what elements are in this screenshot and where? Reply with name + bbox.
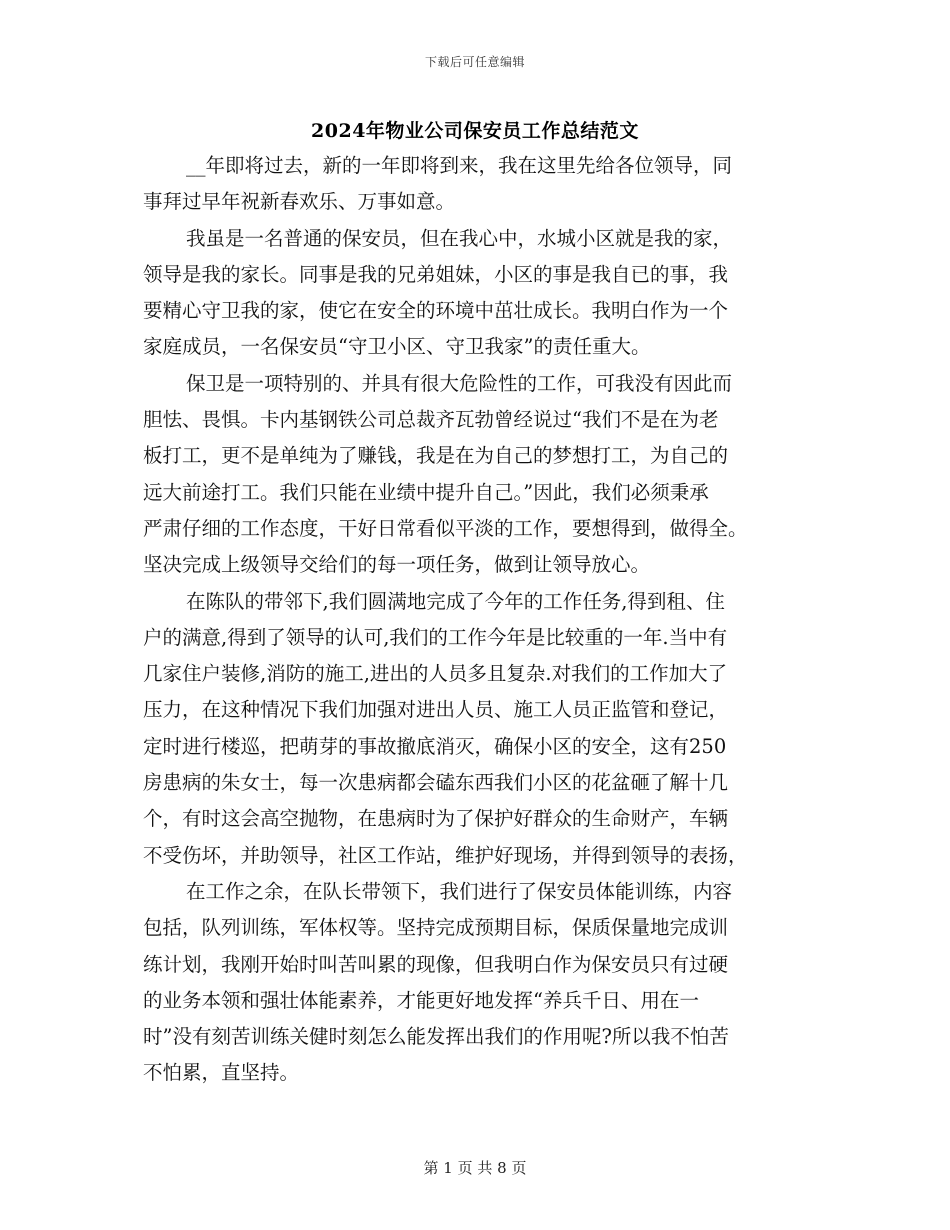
body-line: 我虽是一名普通的保安员，但在我心中，水城小区就是我的家， (186, 226, 733, 250)
body-line: __年即将过去，新的一年即将到来，我在这里先给各位领导，同 (186, 154, 733, 177)
body-line: 胆怯、畏惧。卡内基钢铁公司总裁齐瓦勃曾经说过“我们不是在为老 (143, 408, 719, 432)
body-line: 时”没有刻苦训练关健时刻怎么能发挥出我们的作用呢?所以我不怕苦 (143, 1025, 729, 1049)
body-line: 领导是我的家长。同事是我的兄弟姐妹，小区的事是我自已的事，我 (143, 262, 729, 286)
document-title: 2024年物业公司保安员工作总结范文 (311, 120, 639, 142)
body-line: 几家住户装修,消防的施工,进出的人员多且复杂.对我们的工作加大了 (143, 662, 728, 686)
body-line: 要精心守卫我的家，使它在安全的环境中茁壮成长。我明白作为一个 (143, 299, 729, 323)
body-line: 在陈队的带邻下,我们圆满地完成了今年的工作任务,得到租、住 (186, 589, 725, 613)
page-number-footer: 第 1 页 共 8 页 (423, 1159, 527, 1177)
body-line: 包括，队列训练，军体权等。坚持完成预期目标，保质保量地完成训 (143, 916, 729, 940)
body-line: 远大前途打工。我们只能在业绩中提升自己。”因此，我们必须秉承 (143, 480, 709, 504)
body-line: 事拜过早年祝新春欢乐、万事如意。 (143, 190, 456, 214)
header-note: 下载后可任意编辑 (424, 55, 525, 69)
body-line: 压力，在这种情况下我们加强对进出人员、施工人员正监管和登记， (143, 698, 729, 722)
body-line: 不受伤坏，并助领导，社区工作站，维护好现场，并得到领导的表扬， (143, 843, 748, 867)
body-line: 的业务本领和强壮体能素养，才能更好地发挥“养兵千日、用在一 (143, 988, 699, 1012)
body-line: 家庭成员，一名保安员“守卫小区、守卫我家”的责任重大。 (143, 335, 651, 359)
body-line: 严肃仔细的工作态度，干好日常看似平淡的工作，要想得到，做得全。 (143, 516, 748, 540)
body-line: 保卫是一项特别的、并具有很大危险性的工作，可我没有因此而 (186, 371, 733, 395)
body-line: 在工作之余，在队长带领下，我们进行了保安员体能训练，内容 (186, 879, 733, 903)
body-line: 户的满意,得到了领导的认可,我们的工作今年是比较重的一年.当中有 (143, 625, 728, 649)
body-line: 个，有时这会高空抛物，在患病时为了保护好群众的生命财产，车辆 (143, 807, 729, 831)
body-line: 房患病的朱女士，每一次患病都会磕东西我们小区的花盆砸了解十几 (143, 771, 729, 795)
document-body (143, 148, 808, 1092)
body-line: 练计划，我刚开始时叫苦叫累的现像，但我明白作为保安员只有过硬 (143, 952, 729, 976)
body-line: 坚决完成上级领导交给们的每一项任务，做到让领导放心。 (143, 553, 651, 577)
body-line: 板打工，更不是单纯为了赚钱，我是在为自己的梦想打工，为自己的 (143, 444, 729, 468)
body-line: 不怕累，直坚持。 (143, 1061, 300, 1085)
body-line: 定时进行楼巡，把萌芽的事故撤底消灭，确保小区的安全，这有250 (143, 734, 727, 758)
